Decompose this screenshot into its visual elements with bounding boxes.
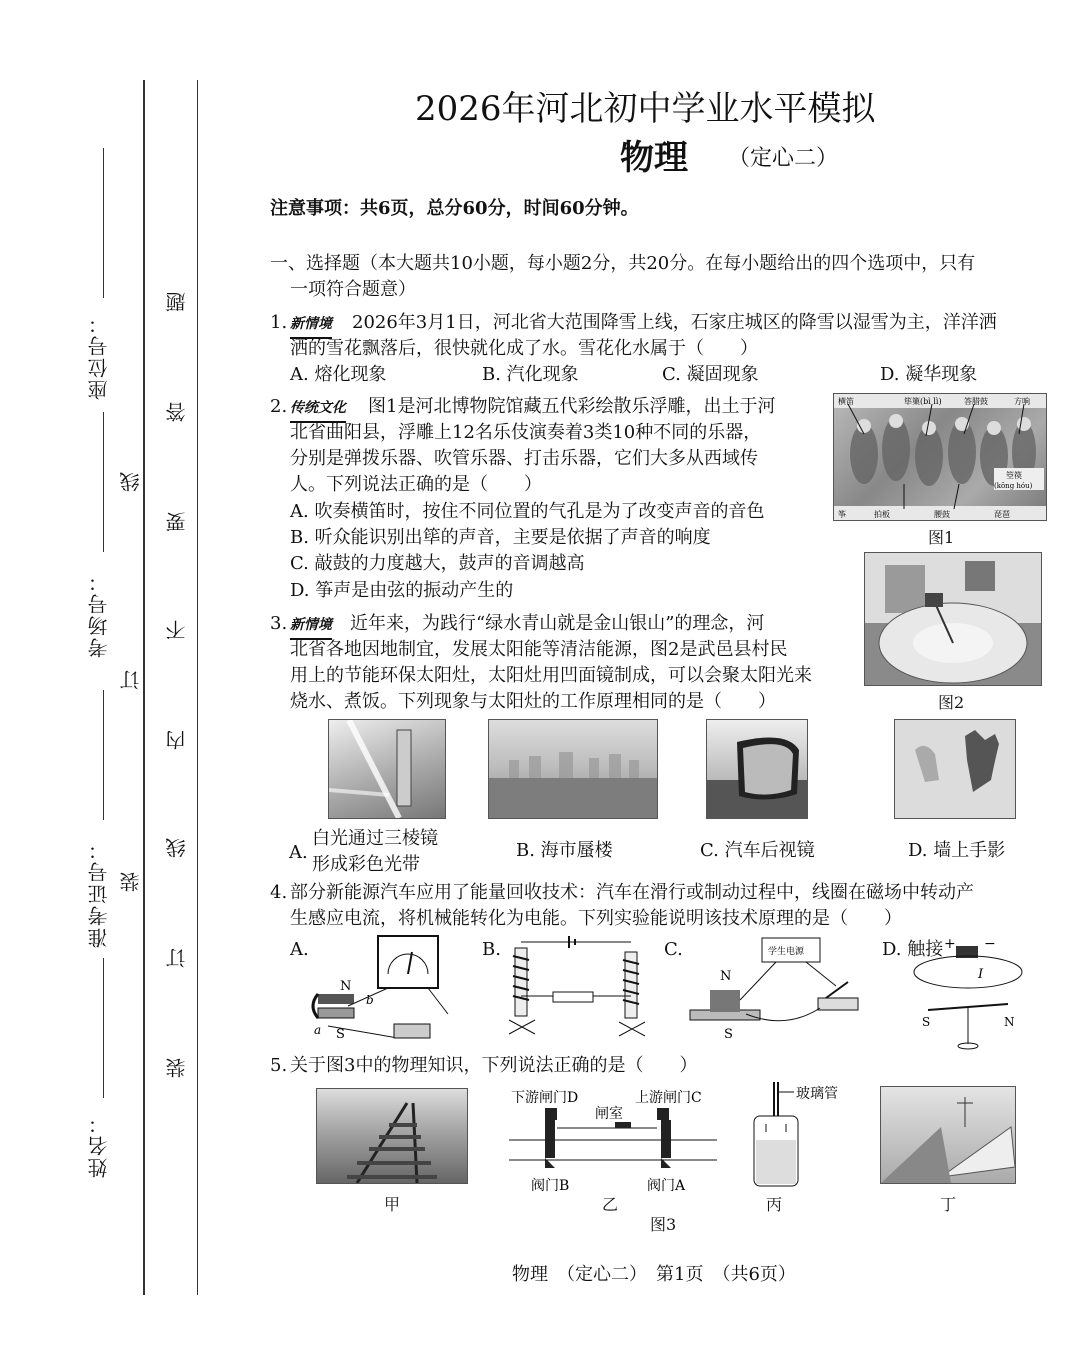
q5-gate-c: 上游闸门C bbox=[635, 1090, 702, 1106]
q3-mirror-image bbox=[706, 719, 808, 819]
q5-valve-a: 阀门A bbox=[647, 1178, 686, 1194]
section-heading: 一、选择题（本大题共10小题，每小题2分，共20分。在每小题给出的四个选项中，只有 bbox=[270, 253, 976, 274]
fig1-label-paiban: 拍板 bbox=[874, 510, 890, 519]
relief-figures-illustration bbox=[834, 394, 1046, 520]
mirage-illustration bbox=[489, 720, 657, 818]
q3-prism-image bbox=[328, 719, 446, 819]
binding-zhuang: 装 bbox=[119, 870, 143, 892]
notice: 注意事项：共6页，总分60分，时间60分钟。 bbox=[270, 198, 639, 219]
name-label: 姓名： bbox=[87, 1112, 111, 1178]
q5-number: 5. bbox=[270, 1055, 288, 1076]
seat-label: 座位号： bbox=[87, 312, 111, 400]
q3-option-b[interactable]: B. 海市蜃楼 bbox=[516, 840, 613, 861]
q2-culture-tag: 传统文化 bbox=[290, 394, 350, 423]
q4a-a: a bbox=[314, 1023, 322, 1037]
q5-label-ding: 丁 bbox=[940, 1195, 957, 1214]
q5-gate-d: 下游闸门D bbox=[511, 1090, 579, 1106]
exam-id-label: 准考证号： bbox=[87, 838, 111, 948]
q5-railway-image bbox=[316, 1088, 468, 1184]
q3-option-c[interactable]: C. 汽车后视镜 bbox=[700, 840, 815, 861]
rear-mirror-illustration bbox=[707, 720, 807, 818]
railway-illustration bbox=[317, 1089, 467, 1183]
q4-option-d-label[interactable]: D. 触接 bbox=[882, 939, 944, 960]
fig1-label-zheng: 筝 bbox=[838, 510, 846, 519]
q1-option-c[interactable]: C. 凝固现象 bbox=[662, 364, 759, 385]
q4a-b: b bbox=[366, 993, 374, 1007]
q5-label-jia: 甲 bbox=[384, 1195, 401, 1214]
q3-line3: 用上的节能环保太阳灶，太阳灶用凹面镜制成，可以会聚太阳光来 bbox=[290, 665, 812, 686]
fig1-label-pipa: 琵琶 bbox=[994, 510, 1010, 519]
warning-6: 线 bbox=[165, 836, 189, 858]
q1-line2: 洒的雪花飘落后，很快就化成了水。雪花化水属于（ ） bbox=[290, 338, 758, 359]
q2-option-c[interactable]: C. 敲鼓的力度越大，鼓声的音调越高 bbox=[290, 553, 585, 574]
q5-label-bing: 丙 bbox=[766, 1195, 783, 1214]
prism-illustration bbox=[329, 720, 445, 818]
warning-3: 要 bbox=[165, 510, 189, 532]
q4-diagram-a bbox=[308, 934, 458, 1046]
q5-train-image bbox=[880, 1086, 1016, 1184]
q4-option-c-label[interactable]: C. bbox=[664, 939, 683, 960]
q4-option-a-label[interactable]: A. bbox=[290, 939, 309, 960]
q5-bottle-diagram bbox=[748, 1082, 858, 1192]
q2-option-d[interactable]: D. 筝声是由弦的振动产生的 bbox=[290, 580, 514, 601]
q3-option-a-letter[interactable]: A. bbox=[289, 842, 308, 863]
fig1-label-bili: 筚篥(bì lì) bbox=[904, 397, 942, 406]
q3-number: 3. bbox=[270, 613, 288, 634]
q4-diagram-d bbox=[908, 934, 1028, 1054]
q2-option-a[interactable]: A. 吹奏横笛时，按住不同位置的气孔是为了改变声音的音色 bbox=[290, 501, 765, 522]
warning-7: 订 bbox=[165, 946, 189, 968]
margin-inner-line bbox=[197, 80, 198, 1295]
q4d-plus: + bbox=[944, 936, 956, 952]
q3-line2: 北省各地因地制宜，发展太阳能等清洁能源，图2是武邑县村民 bbox=[290, 639, 788, 660]
q4d-south: S bbox=[922, 1015, 931, 1029]
exam-id-field[interactable] bbox=[103, 690, 104, 820]
q2-number: 2. bbox=[270, 396, 288, 417]
fig1-label-yaogu: 腰鼓 bbox=[934, 510, 950, 519]
q4-diagram-b bbox=[505, 934, 655, 1038]
name-field[interactable] bbox=[103, 958, 104, 1098]
q4d-current: I bbox=[978, 967, 984, 982]
q1-number: 1. bbox=[270, 312, 288, 333]
q3-line4: 烧水、煮饭。下列现象与太阳灶的工作原理相同的是（ ） bbox=[290, 691, 776, 712]
q4-line2: 生感应电流，将机械能转化为电能。下列实验能说明该技术原理的是（ ） bbox=[290, 908, 902, 929]
page-footer: 物理 （定心二） 第1页 （共6页） bbox=[512, 1264, 796, 1285]
q4a-north: N bbox=[340, 979, 352, 994]
fig1-label-dalagu: 答腊鼓 bbox=[964, 397, 988, 406]
solar-cooker-illustration bbox=[865, 553, 1041, 685]
q5-ship-lock-diagram bbox=[505, 1088, 721, 1198]
q1-option-a[interactable]: A. 熔化现象 bbox=[290, 364, 387, 385]
q1-line1: 2026年3月1日，河北省大范围降雪上线，石家庄城区的降雪以湿雪为主，洋洋洒 bbox=[352, 312, 997, 333]
train-illustration bbox=[881, 1087, 1015, 1183]
figure-3-caption: 图3 bbox=[650, 1215, 677, 1234]
exam-title: 2026年河北初中学业水平模拟 bbox=[415, 89, 876, 129]
q5-line: 关于图3中的物理知识，下列说法正确的是（ ） bbox=[290, 1055, 698, 1076]
warning-2: 答 bbox=[165, 400, 189, 422]
q3-mirage-image bbox=[488, 719, 658, 819]
q3-option-a-text1[interactable]: 白光通过三棱镜 bbox=[312, 828, 438, 849]
q4d-minus: − bbox=[984, 936, 996, 952]
fig1-label-fangxiang: 方响 bbox=[1014, 397, 1030, 406]
warning-1: 题 bbox=[165, 290, 189, 312]
exam-room-field[interactable] bbox=[103, 412, 104, 552]
q2-line1: 图1是河北博物院馆藏五代彩绘散乐浮雕，出土于河 bbox=[368, 396, 776, 417]
fig1-label-hengdi: 横笛 bbox=[838, 397, 854, 406]
figure-1-relief-image bbox=[833, 393, 1047, 521]
figure-1-caption: 图1 bbox=[928, 528, 955, 547]
q4c-battery-label: 学生电源 bbox=[768, 947, 805, 957]
hand-shadow-illustration bbox=[895, 720, 1015, 818]
q4-option-b-label[interactable]: B. bbox=[482, 939, 501, 960]
q4-line1: 部分新能源汽车应用了能量回收技术：汽车在滑行或制动过程中，线圈在磁场中转动产 bbox=[290, 882, 974, 903]
q4c-north: N bbox=[720, 969, 732, 984]
fig1-label-konghou-pinyin: (kōng hóu) bbox=[994, 482, 1033, 490]
figure-2-solar-cooker-image bbox=[864, 552, 1042, 686]
exam-room-label: 考场号： bbox=[87, 570, 111, 658]
q3-hand-shadow-image bbox=[894, 719, 1016, 819]
q4-diagram-c bbox=[686, 934, 862, 1044]
q5-room: 闸室 bbox=[595, 1106, 623, 1122]
q2-line3: 分别是弹拨乐器、吹管乐器、打击乐器，它们大多从西域传 bbox=[290, 448, 758, 469]
q2-option-b[interactable]: B. 听众能识别出筚的声音，主要是依据了声音的响度 bbox=[290, 527, 711, 548]
q5-tube-label: 玻璃管 bbox=[796, 1086, 838, 1102]
q5-valve-b: 阀门B bbox=[531, 1178, 570, 1194]
q1-option-d[interactable]: D. 凝华现象 bbox=[880, 364, 978, 385]
q3-line1: 近年来，为践行“绿水青山就是金山银山”的理念，河 bbox=[350, 613, 765, 634]
seat-field[interactable] bbox=[103, 148, 104, 298]
fig1-label-konghou: 箜篌 bbox=[1006, 471, 1022, 480]
q1-new-tag: 新情境 bbox=[290, 310, 336, 339]
q3-new-tag: 新情境 bbox=[290, 611, 336, 640]
warning-8: 装 bbox=[165, 1056, 189, 1078]
figure-2-caption: 图2 bbox=[938, 693, 965, 712]
q2-line4: 人。下列说法正确的是（ ） bbox=[290, 474, 542, 495]
q4-number: 4. bbox=[270, 882, 288, 903]
q3-option-d[interactable]: D. 墙上手影 bbox=[908, 840, 1006, 861]
q2-line2: 北省曲阳县，浮雕上12名乐伎演奏着3类10种不同的乐器， bbox=[290, 422, 762, 443]
q3-option-a-text2[interactable]: 形成彩色光带 bbox=[312, 854, 420, 875]
q4c-south: S bbox=[724, 1027, 733, 1042]
q1-option-b[interactable]: B. 汽化现象 bbox=[482, 364, 579, 385]
subject-title: 物理 bbox=[620, 138, 688, 178]
binding-xian: 线 bbox=[119, 470, 143, 492]
binding-ding: 订 bbox=[119, 668, 143, 690]
edition-label: （定心二） bbox=[728, 146, 839, 171]
warning-4: 不 bbox=[165, 618, 189, 640]
q4a-south: S bbox=[336, 1027, 345, 1042]
section-heading-2: 一项符合题意） bbox=[290, 279, 416, 300]
warning-5: 内 bbox=[165, 728, 189, 750]
q4d-north: N bbox=[1004, 1015, 1015, 1029]
q5-label-yi: 乙 bbox=[602, 1195, 619, 1214]
